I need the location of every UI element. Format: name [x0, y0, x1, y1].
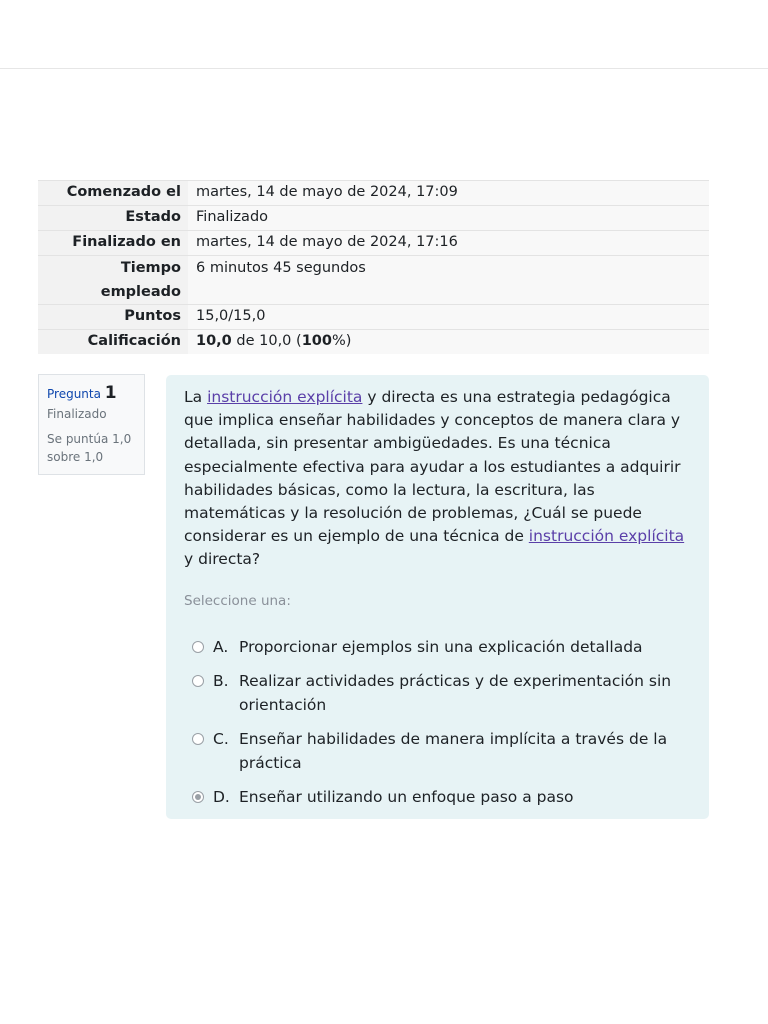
- answer-option-b[interactable]: [184, 669, 687, 717]
- summary-row-started: [38, 181, 709, 206]
- answer-prompt: Seleccione una:: [184, 592, 291, 609]
- summary-row-time-taken: [38, 256, 709, 305]
- summary-value: Finalizado: [188, 206, 709, 231]
- glossary-link-instruccion-explicita[interactable]: instrucción explícita: [528, 527, 685, 546]
- summary-label: Estado: [38, 206, 188, 231]
- summary-row-completed: [38, 231, 709, 256]
- question-state: Finalizado: [47, 407, 107, 421]
- answer-list: [184, 635, 687, 809]
- grade-score: 10,0: [196, 333, 232, 349]
- question-text-part: La: [184, 388, 208, 406]
- answer-text: Enseñar utilizando un enfoque paso a paso: [239, 787, 574, 806]
- question-text-part: y directa es una estrategia pedagógica que implica enseñar habilidades y conceptos de manera clara y detallada, sin presentar ambigüedades. Es una técnica especialmente efectiva para ayudar a los estudiantes a adquirir habilidades básicas, como la lectura, la escritura, las matemáticas y la resolución de problemas, ¿Cuál se puede considerar es un ejemplo de una técnica de: [184, 388, 681, 546]
- summary-label: Comenzado el: [38, 181, 188, 206]
- question-content: [166, 375, 709, 819]
- answer-option-d[interactable]: [184, 785, 687, 809]
- answer-letter: A.: [213, 637, 229, 656]
- summary-row-points: [38, 305, 709, 330]
- answer-letter: B.: [213, 671, 229, 690]
- answer-text: Enseñar habilidades de manera implícita a través de la práctica: [239, 729, 668, 772]
- question-info-box: [38, 374, 145, 475]
- grade-percent: 100: [301, 333, 332, 349]
- summary-value: 6 minutos 45 segundos: [188, 256, 709, 305]
- summary-value: martes, 14 de mayo de 2024, 17:16: [188, 231, 709, 256]
- answer-option-c[interactable]: [184, 727, 687, 775]
- radio-checked-icon[interactable]: [192, 791, 204, 803]
- radio-unchecked-icon[interactable]: [192, 641, 204, 653]
- summary-label: Calificación: [38, 330, 188, 355]
- answer-letter: D.: [213, 787, 230, 806]
- answer-letter: C.: [213, 729, 229, 748]
- summary-label: Puntos: [38, 305, 188, 330]
- question-number-label: Pregunta: [47, 387, 101, 401]
- answer-text: Realizar actividades prácticas y de experimentación sin orientación: [239, 671, 672, 714]
- grade-out-of: de 10,0 (: [231, 333, 302, 349]
- radio-unchecked-icon[interactable]: [192, 675, 204, 687]
- summary-label: Finalizado en: [38, 231, 188, 256]
- radio-unchecked-icon[interactable]: [192, 733, 204, 745]
- summary-value: martes, 14 de mayo de 2024, 17:09: [188, 181, 709, 206]
- summary-label: Tiempo empleado: [38, 256, 188, 305]
- summary-value: 15,0/15,0: [188, 305, 709, 330]
- question-number: [47, 383, 136, 403]
- summary-value: [188, 330, 709, 355]
- question-grade: Se puntúa 1,0 sobre 1,0: [47, 432, 132, 464]
- summary-row-state: [38, 206, 709, 231]
- question-text-part: y directa?: [184, 550, 261, 569]
- glossary-link-instruccion-explicita[interactable]: instrucción explícita: [207, 388, 363, 406]
- question-text: [184, 386, 687, 572]
- top-navbar: [0, 0, 768, 69]
- attempt-summary-table: [38, 180, 709, 354]
- question-number-value: 1: [104, 383, 117, 403]
- summary-row-grade: [38, 330, 709, 355]
- answer-text: Proporcionar ejemplos sin una explicación detallada: [239, 637, 643, 656]
- grade-percent-close: %): [331, 333, 352, 349]
- answer-option-a[interactable]: [184, 635, 687, 659]
